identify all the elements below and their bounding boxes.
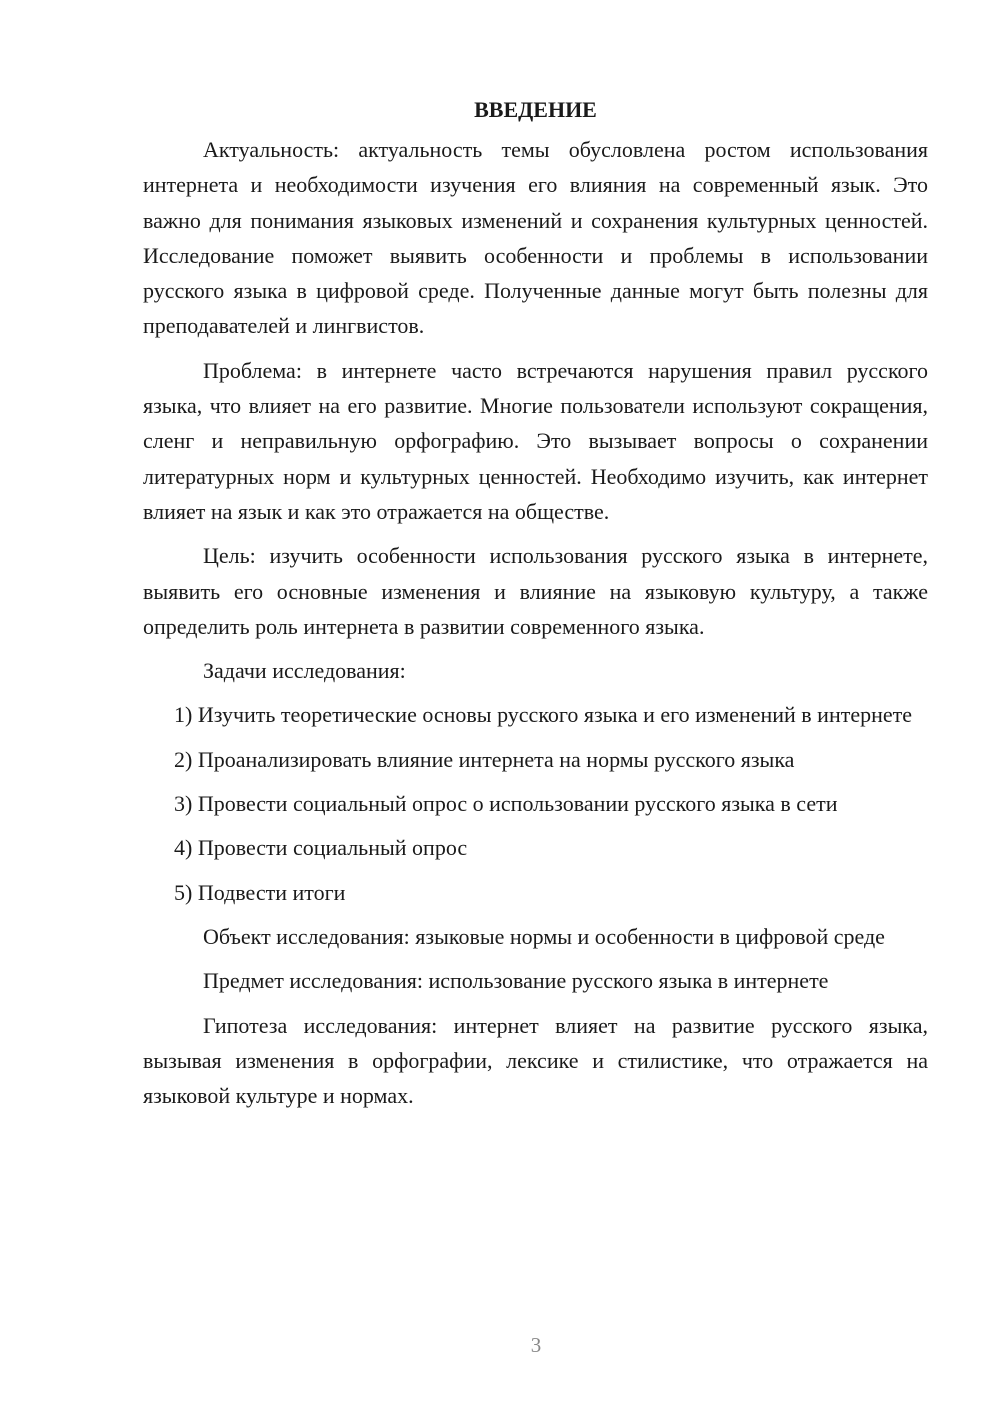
list-item: 5) Подвести итоги — [174, 879, 346, 905]
tasks-list — [143, 697, 928, 909]
page-title: ВВЕДЕНИЕ — [474, 97, 597, 122]
paragraph-relevance: Актуальность: актуальность темы обусловлена ростом использования интернета и необходимости изучения его влияния на современный язык. Это важно для понимания языковых изменений и сохранения культурных ценностей. Исследование поможет выявить особенности и проблемы в использовании русского языка в цифровой среде. Полученные данные могут быть полезны для преподавателей и лингвистов. — [143, 137, 928, 339]
paragraph-problem: Проблема: в интернете часто встречаются нарушения правил русского языка, что влияет на его развитие. Многие пользователи используют сокращения, сленг и неправильную орфографию. Это вызывает вопросы о сохранении литературных норм и культурных ценностей. Необходимо изучить, как интернет влияет на язык и как это отражается на обществе. — [143, 357, 928, 524]
tasks-heading: Задачи исследования: — [203, 658, 406, 684]
list-item: 2) Проанализировать влияние интернета на нормы русского языка — [174, 746, 795, 772]
document-body — [143, 92, 928, 1122]
page-number: 3 — [530, 1333, 542, 1357]
list-item: 1) Изучить теоретические основы русского языка и его изменений в интернете — [174, 702, 913, 728]
paragraph-object: Объект исследования: языковые нормы и особенности в цифровой среде — [203, 923, 885, 949]
paragraph-goal: Цель: изучить особенности использования русского языка в интернете, выявить его основные изменения и влияние на языковую культуру, а также определить роль интернета в развитии современного языка. — [143, 543, 928, 639]
paragraph-hypothesis: Гипотеза исследования: интернет влияет на развитие русского языка, вызывая изменения в орфографии, лексике и стилистике, что отражается на языковой культуре и нормах. — [143, 1012, 928, 1109]
list-item: 4) Провести социальный опрос — [174, 835, 468, 861]
paragraph-subject: Предмет исследования: использование русского языка в интернете — [203, 968, 829, 994]
list-item: 3) Провести социальный опрос о использовании русского языка в сети — [174, 791, 838, 817]
